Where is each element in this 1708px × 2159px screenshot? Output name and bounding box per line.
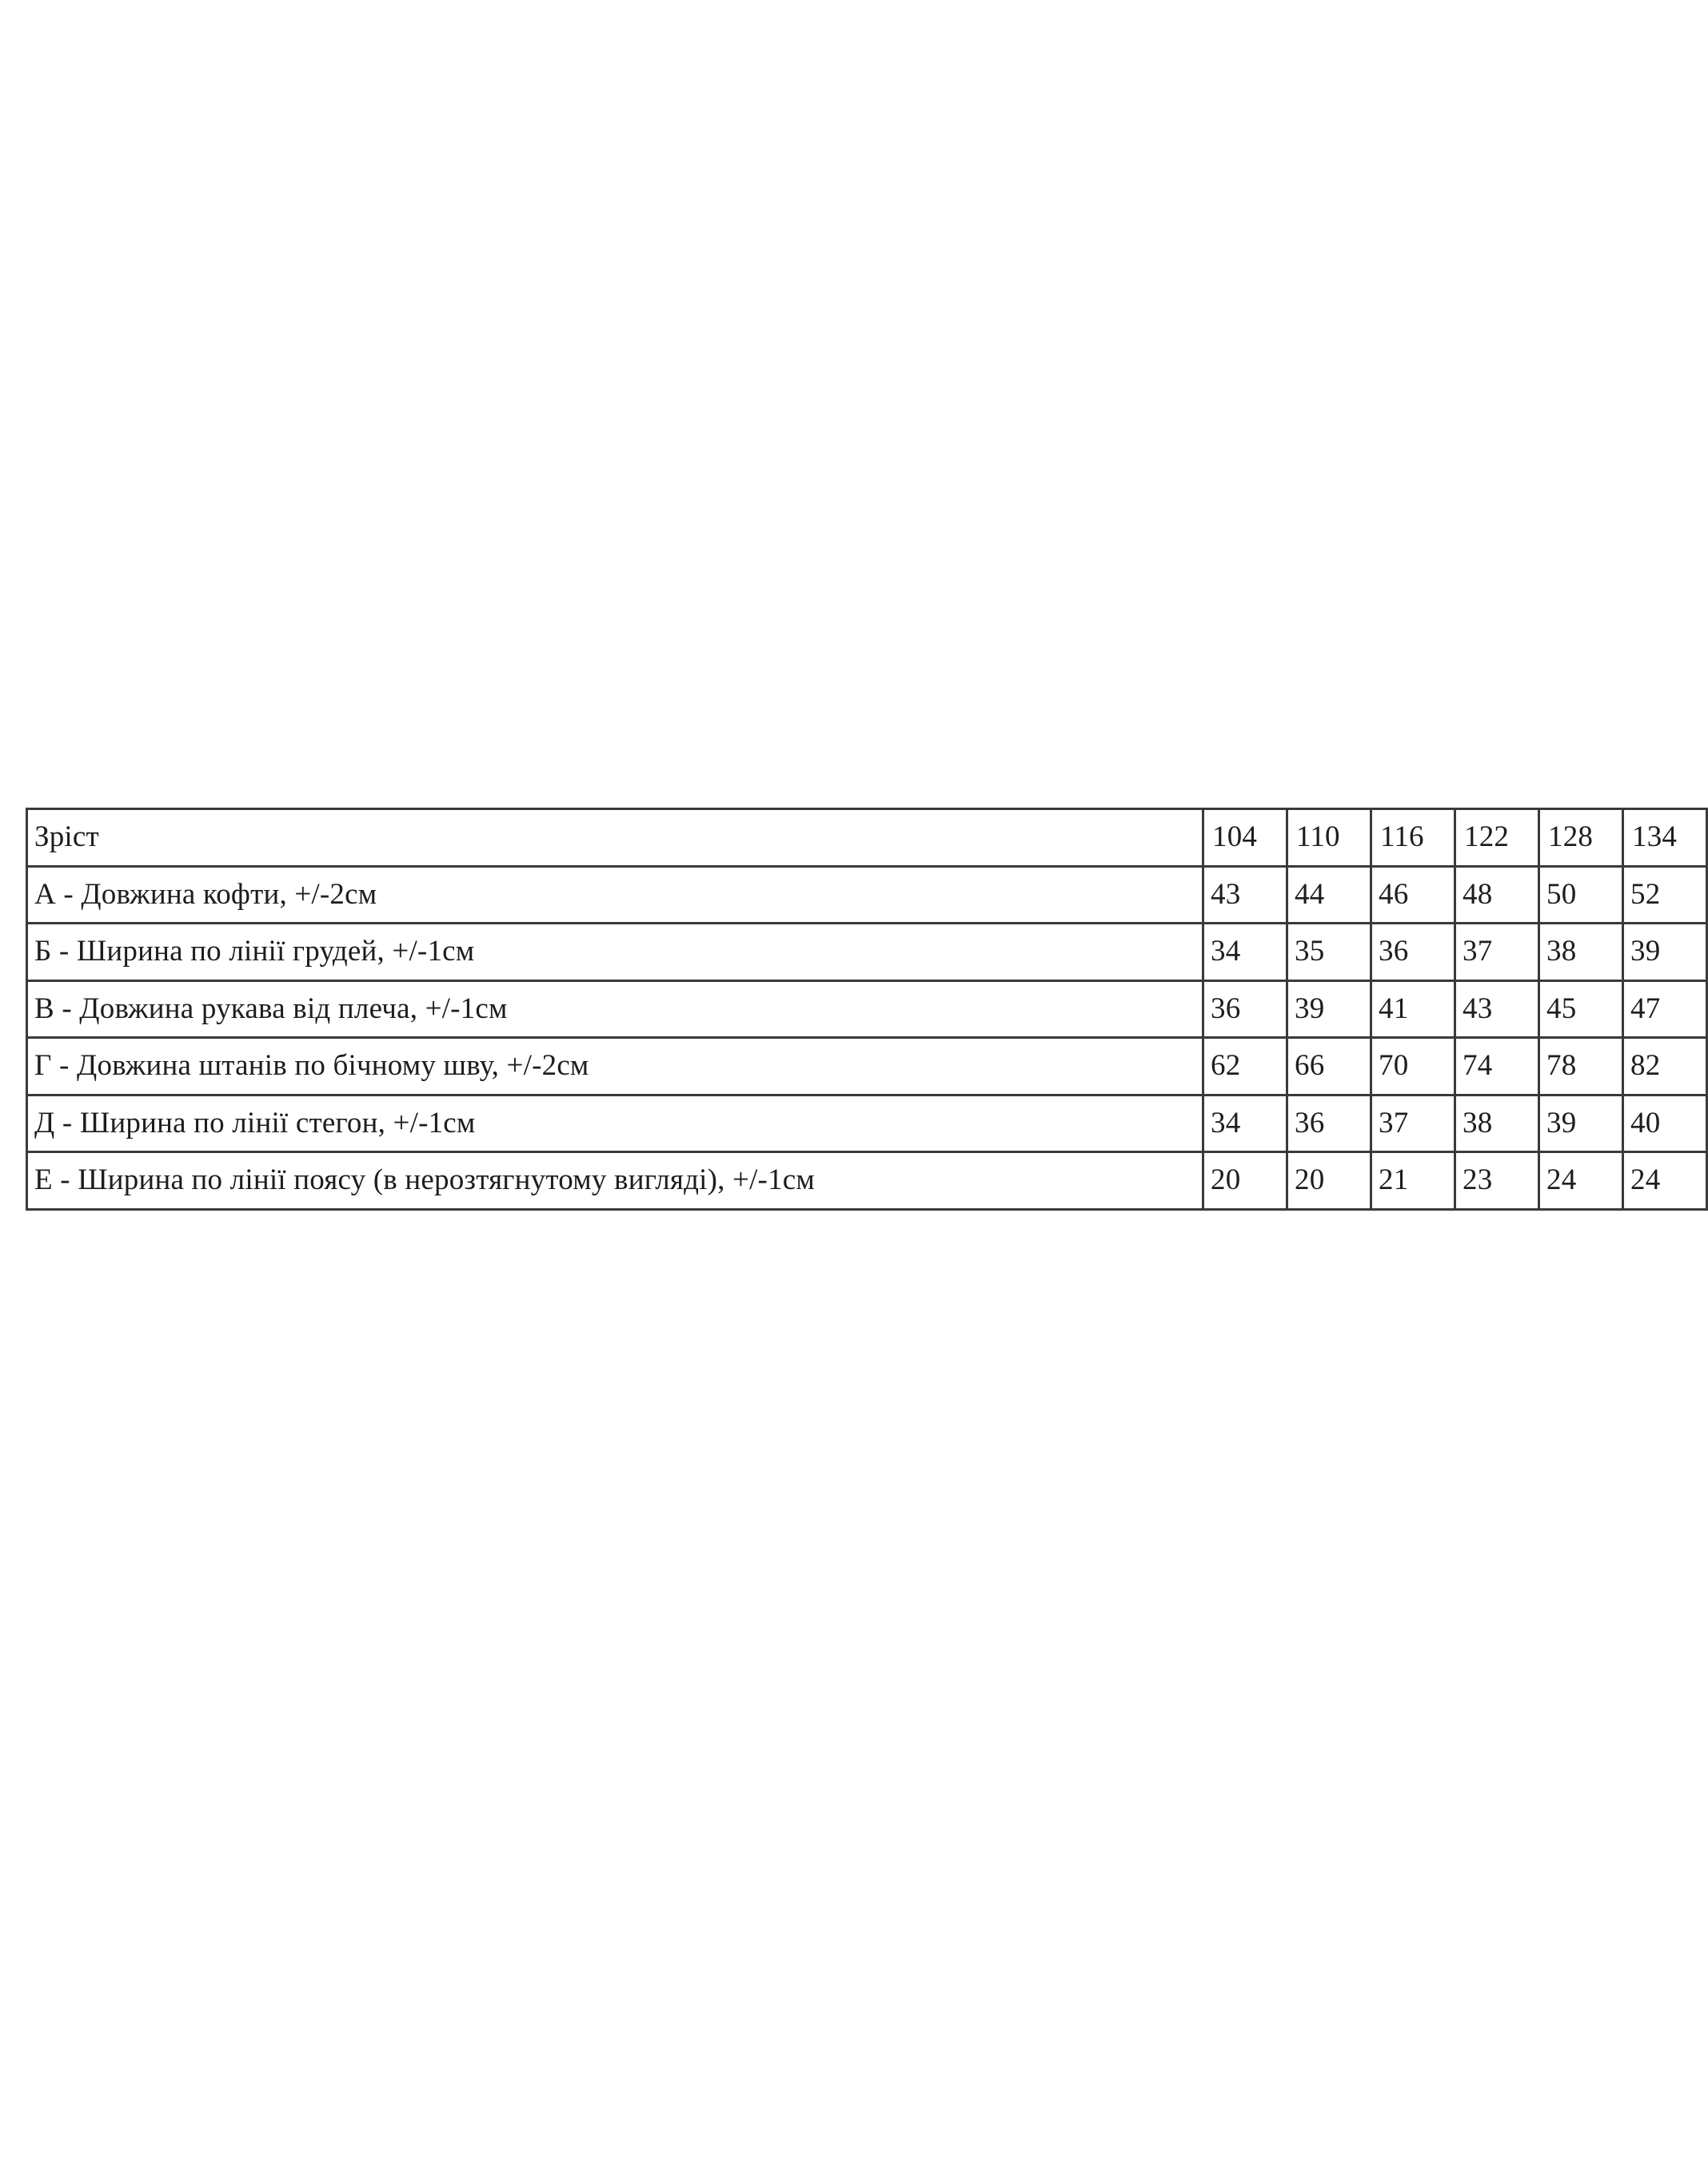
row-a-value-116: 46 — [1371, 866, 1455, 924]
row-v-value-116: 41 — [1371, 980, 1455, 1038]
row-label-e: Е - Ширина по лінії поясу (в нерозтягнутому вигляді), +/-1см — [27, 1152, 1203, 1210]
row-b-value-128: 38 — [1539, 924, 1623, 981]
row-b-value-104: 34 — [1203, 924, 1287, 981]
row-v-value-122: 43 — [1455, 980, 1539, 1038]
table-row — [27, 866, 1707, 924]
row-d-value-122: 38 — [1455, 1095, 1539, 1152]
row-label-g: Г - Довжина штанів по бічному шву, +/-2см — [27, 1038, 1203, 1095]
row-v-value-104: 36 — [1203, 980, 1287, 1038]
row-e-value-104: 20 — [1203, 1152, 1287, 1210]
row-d-value-116: 37 — [1371, 1095, 1455, 1152]
row-d-value-134: 40 — [1623, 1095, 1707, 1152]
row-b-value-122: 37 — [1455, 924, 1539, 981]
row-v-value-128: 45 — [1539, 980, 1623, 1038]
row-g-value-110: 66 — [1287, 1038, 1371, 1095]
row-v-value-110: 39 — [1287, 980, 1371, 1038]
row-e-value-128: 24 — [1539, 1152, 1623, 1210]
header-size-110: 110 — [1287, 809, 1371, 867]
row-e-value-116: 21 — [1371, 1152, 1455, 1210]
row-label-d: Д - Ширина по лінії стегон, +/-1см — [27, 1095, 1203, 1152]
row-g-value-134: 82 — [1623, 1038, 1707, 1095]
row-e-value-122: 23 — [1455, 1152, 1539, 1210]
table-row — [27, 1152, 1707, 1210]
row-a-value-110: 44 — [1287, 866, 1371, 924]
table-row — [27, 1038, 1707, 1095]
header-label-height: Зріст — [27, 809, 1203, 867]
row-d-value-104: 34 — [1203, 1095, 1287, 1152]
row-v-value-134: 47 — [1623, 980, 1707, 1038]
row-label-v: В - Довжина рукава від плеча, +/-1см — [27, 980, 1203, 1038]
row-a-value-104: 43 — [1203, 866, 1287, 924]
row-e-value-134: 24 — [1623, 1152, 1707, 1210]
header-size-134: 134 — [1623, 809, 1707, 867]
row-g-value-104: 62 — [1203, 1038, 1287, 1095]
table-row — [27, 1095, 1707, 1152]
table-row — [27, 924, 1707, 981]
header-size-128: 128 — [1539, 809, 1623, 867]
row-d-value-128: 39 — [1539, 1095, 1623, 1152]
table-row — [27, 980, 1707, 1038]
row-d-value-110: 36 — [1287, 1095, 1371, 1152]
header-size-104: 104 — [1203, 809, 1287, 867]
row-g-value-128: 78 — [1539, 1038, 1623, 1095]
header-size-122: 122 — [1455, 809, 1539, 867]
row-g-value-116: 70 — [1371, 1038, 1455, 1095]
row-b-value-116: 36 — [1371, 924, 1455, 981]
header-size-116: 116 — [1371, 809, 1455, 867]
row-b-value-134: 39 — [1623, 924, 1707, 981]
row-b-value-110: 35 — [1287, 924, 1371, 981]
size-chart-container — [26, 808, 1678, 1211]
size-chart-table — [26, 808, 1708, 1211]
row-a-value-122: 48 — [1455, 866, 1539, 924]
row-a-value-134: 52 — [1623, 866, 1707, 924]
row-e-value-110: 20 — [1287, 1152, 1371, 1210]
table-header-row — [27, 809, 1707, 867]
row-label-a: А - Довжина кофти, +/-2см — [27, 866, 1203, 924]
row-a-value-128: 50 — [1539, 866, 1623, 924]
row-g-value-122: 74 — [1455, 1038, 1539, 1095]
row-label-b: Б - Ширина по лінії грудей, +/-1см — [27, 924, 1203, 981]
